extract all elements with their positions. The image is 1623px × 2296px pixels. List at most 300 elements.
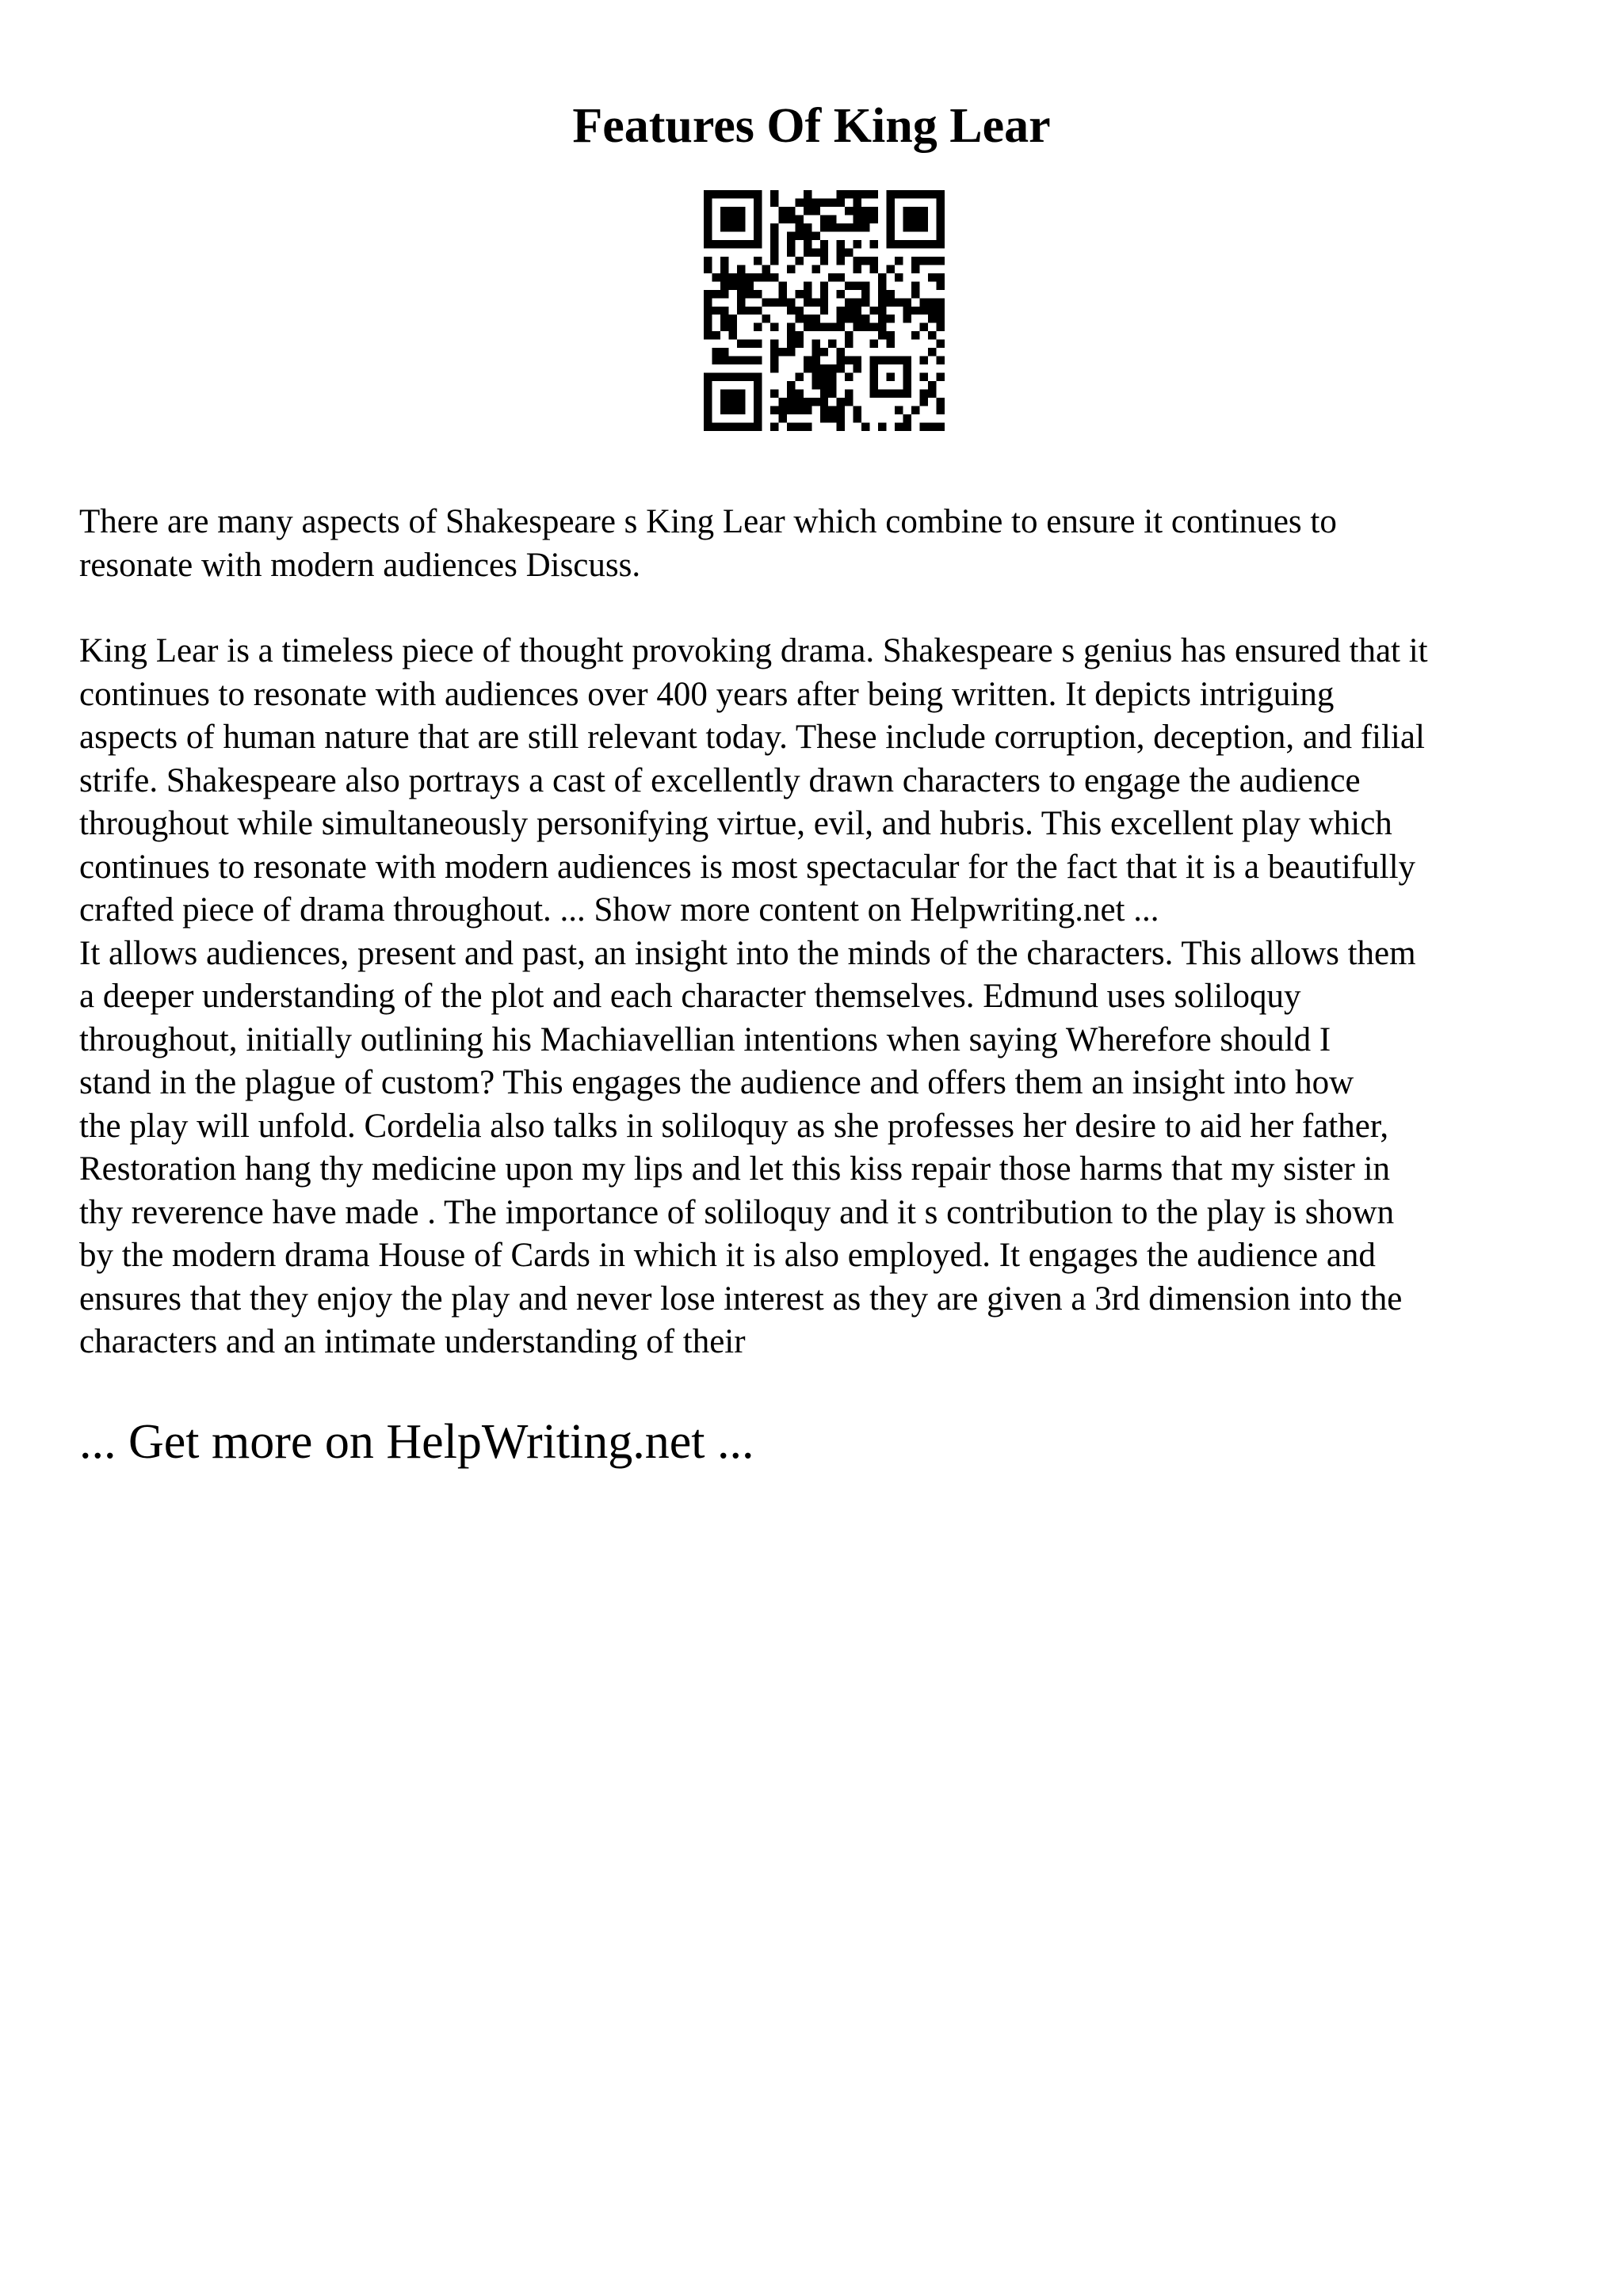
qr-module: [911, 307, 919, 315]
qr-module: [812, 265, 819, 273]
qr-module: [828, 215, 836, 223]
qr-module: [804, 357, 812, 364]
qr-module: [887, 331, 895, 339]
qr-module: [861, 323, 869, 331]
qr-module: [820, 281, 828, 289]
qr-module: [812, 323, 819, 331]
qr-module: [812, 315, 819, 322]
qr-module: [787, 207, 795, 215]
qr-module: [795, 406, 803, 414]
qr-module: [911, 331, 919, 339]
qr-module: [720, 290, 728, 298]
qr-module: [770, 323, 778, 331]
qr-module: [854, 406, 861, 414]
qr-module: [787, 307, 795, 315]
qr-module: [895, 257, 903, 265]
qr-module: [903, 307, 911, 315]
body-line: aspects of human nature that are still relevant today. These include corruption, deception, and filial: [79, 719, 1425, 756]
qr-module: [795, 290, 803, 298]
qr-module: [704, 257, 712, 265]
qr-module: [704, 331, 712, 339]
qr-module: [812, 207, 819, 215]
qr-module: [895, 273, 903, 281]
qr-module: [854, 414, 861, 422]
qr-module: [861, 207, 869, 215]
qr-module: [728, 323, 736, 331]
qr-module: [937, 281, 945, 289]
qr-module: [845, 390, 853, 398]
qr-module: [837, 406, 845, 414]
qr-module: [795, 198, 803, 206]
qr-module: [870, 307, 878, 315]
qr-module: [854, 223, 861, 231]
qr-module: [820, 223, 828, 231]
qr-module: [720, 265, 728, 273]
body-line: It allows audiences, present and past, an insight into the minds of the characters. This allows them: [79, 934, 1416, 972]
qr-module: [770, 198, 778, 206]
body-line: throughout while simultaneously personifying virtue, evil, and hubris. This excellent play which: [79, 805, 1392, 842]
qr-module: [745, 273, 753, 281]
qr-module: [828, 340, 836, 348]
qr-module: [837, 190, 845, 198]
qr-module: [804, 423, 812, 431]
qr-module: [787, 248, 795, 256]
qr-module: [937, 298, 945, 306]
paragraph-gap: [79, 587, 1569, 630]
qr-module: [795, 231, 803, 239]
qr-module: [820, 381, 828, 389]
get-more-link[interactable]: ... Get more on HelpWriting.net ...: [79, 1415, 754, 1469]
qr-module: [837, 423, 845, 431]
body-line: by the modern drama House of Cards in which it is also employed. It engages the audience and: [79, 1237, 1376, 1274]
qr-align-core: [887, 373, 895, 381]
qr-module: [787, 340, 795, 348]
qr-module: [778, 398, 786, 406]
qr-module: [762, 273, 769, 281]
qr-module: [787, 298, 795, 306]
qr-module: [878, 290, 886, 298]
qr-module: [854, 364, 861, 372]
qr-module: [728, 331, 736, 339]
qr-module: [745, 281, 753, 289]
qr-module: [820, 290, 828, 298]
qr-module: [845, 298, 853, 306]
qr-module: [828, 273, 836, 281]
qr-module: [787, 331, 795, 339]
qr-module: [878, 323, 886, 331]
qr-module: [937, 357, 945, 364]
qr-module: [737, 281, 745, 289]
qr-module: [920, 390, 928, 398]
qr-module: [820, 364, 828, 372]
qr-module: [861, 223, 869, 231]
qr-module: [820, 257, 828, 265]
qr-module: [795, 307, 803, 315]
qr-module: [920, 357, 928, 364]
qr-module: [928, 315, 936, 322]
qr-module: [720, 323, 728, 331]
qr-module: [837, 315, 845, 322]
qr-module: [870, 257, 878, 265]
qr-module: [737, 290, 745, 298]
qr-module: [787, 398, 795, 406]
qr-module: [804, 248, 812, 256]
qr-module: [828, 198, 836, 206]
qr-module: [845, 307, 853, 315]
qr-module: [787, 323, 795, 331]
qr-module: [861, 190, 869, 198]
qr-module: [937, 373, 945, 381]
qr-module: [770, 340, 778, 348]
qr-module: [704, 265, 712, 273]
qr-module: [820, 323, 828, 331]
qr-module: [928, 307, 936, 315]
qr-module: [937, 406, 945, 414]
qr-module: [804, 398, 812, 406]
qr-module: [845, 281, 853, 289]
qr-module: [854, 215, 861, 223]
essay-body: [79, 501, 1569, 1364]
qr-module: [828, 223, 836, 231]
qr-module: [870, 240, 878, 248]
qr-module: [704, 315, 712, 322]
qr-module: [804, 207, 812, 215]
qr-module: [787, 215, 795, 223]
qr-module: [754, 340, 762, 348]
qr-module: [828, 323, 836, 331]
qr-module: [937, 398, 945, 406]
qr-module: [845, 207, 853, 215]
qr-module: [795, 257, 803, 265]
qr-module: [778, 215, 786, 223]
qr-module: [754, 307, 762, 315]
qr-module: [911, 281, 919, 289]
qr-module: [911, 265, 919, 273]
qr-module: [911, 257, 919, 265]
qr-finder-core: [720, 390, 745, 414]
qr-module: [787, 390, 795, 398]
qr-module: [712, 348, 720, 356]
qr-module: [920, 307, 928, 315]
qr-module: [828, 364, 836, 372]
qr-module: [837, 307, 845, 315]
qr-module: [887, 290, 895, 298]
qr-module: [737, 265, 745, 273]
qr-module: [837, 248, 845, 256]
qr-module: [928, 273, 936, 281]
qr-module: [861, 298, 869, 306]
qr-module: [795, 373, 803, 381]
qr-module: [737, 307, 745, 315]
body-line: characters and an intimate understanding of their: [79, 1323, 746, 1360]
qr-module: [903, 423, 911, 431]
qr-module: [770, 273, 778, 281]
qr-module: [878, 307, 886, 315]
qr-module: [812, 364, 819, 372]
body-line: a deeper understanding of the plot and each character themselves. Edmund uses soliloquy: [79, 978, 1301, 1015]
qr-module: [820, 406, 828, 414]
qr-module: [820, 414, 828, 422]
body-line: King Lear is a timeless piece of thought provoking drama. Shakespeare s genius has ensured that it: [79, 632, 1428, 669]
qr-module: [937, 323, 945, 331]
qr-module: [754, 290, 762, 298]
qr-module: [787, 231, 795, 239]
qr-module: [787, 406, 795, 414]
qr-module: [728, 315, 736, 322]
qr-module: [712, 331, 720, 339]
qr-module: [728, 281, 736, 289]
body-line: Restoration hang thy medicine upon my lips and let this kiss repair those harms that my sister in: [79, 1150, 1391, 1188]
qr-module: [911, 406, 919, 414]
qr-module: [861, 281, 869, 289]
qr-code-icon: [704, 190, 945, 431]
qr-module: [737, 273, 745, 281]
qr-module: [812, 348, 819, 356]
body-line: the play will unfold. Cordelia also talks in soliloquy as she professes her desire to aid her father,: [79, 1107, 1389, 1145]
qr-module: [854, 240, 861, 248]
qr-module: [928, 331, 936, 339]
qr-module: [804, 281, 812, 289]
qr-module: [795, 223, 803, 231]
qr-module: [795, 315, 803, 322]
qr-module: [837, 223, 845, 231]
qr-module: [745, 357, 753, 364]
qr-module: [937, 257, 945, 265]
qr-module: [745, 340, 753, 348]
qr-module: [720, 257, 728, 265]
qr-module: [770, 257, 778, 265]
qr-module: [854, 207, 861, 215]
qr-module: [845, 398, 853, 406]
qr-module: [762, 265, 769, 273]
qr-module: [820, 390, 828, 398]
body-line: thy reverence have made . The importance of soliloquy and it s contribution to the play is shown: [79, 1193, 1395, 1231]
qr-module: [778, 207, 786, 215]
qr-module: [804, 298, 812, 306]
qr-module: [804, 406, 812, 414]
qr-module: [837, 240, 845, 248]
qr-module: [820, 398, 828, 406]
qr-module: [837, 323, 845, 331]
qr-module: [712, 307, 720, 315]
qr-module: [870, 323, 878, 331]
qr-module: [854, 298, 861, 306]
qr-module: [762, 298, 769, 306]
qr-module: [878, 331, 886, 339]
qr-module: [837, 273, 845, 281]
qr-module: [845, 190, 853, 198]
qr-module: [770, 190, 778, 198]
qr-module: [928, 381, 936, 389]
qr-module: [878, 281, 886, 289]
qr-module: [903, 298, 911, 306]
qr-module: [778, 298, 786, 306]
qr-module: [728, 357, 736, 364]
qr-module: [845, 315, 853, 322]
body-line: crafted piece of drama throughout. ... Show more content on Helpwriting.net ...: [79, 891, 1159, 929]
qr-module: [812, 298, 819, 306]
qr-module: [920, 373, 928, 381]
qr-module: [887, 265, 895, 273]
qr-module: [845, 223, 853, 231]
qr-module: [712, 273, 720, 281]
qr-module: [795, 423, 803, 431]
qr-module: [928, 423, 936, 431]
qr-module: [937, 340, 945, 348]
qr-module: [837, 257, 845, 265]
qr-module: [920, 423, 928, 431]
qr-module: [837, 348, 845, 356]
qr-module: [745, 307, 753, 315]
qr-module: [854, 281, 861, 289]
qr-module: [861, 215, 869, 223]
qr-module: [795, 340, 803, 348]
qr-module: [754, 273, 762, 281]
qr-module: [778, 414, 786, 422]
qr-module: [870, 190, 878, 198]
qr-module: [770, 298, 778, 306]
qr-module: [845, 340, 853, 348]
qr-module: [828, 414, 836, 422]
qr-module: [720, 307, 728, 315]
qr-module: [720, 348, 728, 356]
qr-module: [903, 315, 911, 322]
qr-module: [854, 265, 861, 273]
qr-finder-core: [720, 207, 745, 231]
qr-module: [787, 423, 795, 431]
qr-module: [828, 373, 836, 381]
qr-module: [770, 390, 778, 398]
qr-module: [770, 223, 778, 231]
qr-module: [854, 307, 861, 315]
qr-module: [712, 357, 720, 364]
document-title: Features Of King Lear: [572, 99, 1051, 153]
qr-module: [770, 406, 778, 414]
qr-finder-core: [903, 207, 928, 231]
qr-module: [854, 257, 861, 265]
qr-module: [854, 357, 861, 364]
qr-module: [795, 215, 803, 223]
qr-module: [795, 390, 803, 398]
qr-module: [804, 315, 812, 322]
qr-module: [845, 331, 853, 339]
qr-module: [887, 298, 895, 306]
qr-module: [770, 348, 778, 356]
qr-module: [778, 290, 786, 298]
body-line: continues to resonate with audiences over 400 years after being written. It depicts intriguing: [79, 675, 1335, 713]
qr-module: [870, 265, 878, 273]
qr-module: [903, 414, 911, 422]
qr-module: [828, 390, 836, 398]
qr-module: [804, 231, 812, 239]
qr-module: [787, 240, 795, 248]
qr-module: [837, 357, 845, 364]
qr-module: [804, 290, 812, 298]
qr-module: [778, 406, 786, 414]
qr-module: [720, 315, 728, 322]
qr-module: [878, 423, 886, 431]
qr-module: [937, 423, 945, 431]
qr-module: [920, 257, 928, 265]
qr-module: [720, 357, 728, 364]
qr-module: [737, 357, 745, 364]
qr-module: [928, 348, 936, 356]
qr-module: [754, 257, 762, 265]
qr-module: [812, 248, 819, 256]
qr-module: [870, 207, 878, 215]
qr-module: [820, 240, 828, 248]
qr-module: [854, 315, 861, 322]
qr-module: [870, 340, 878, 348]
qr-module: [787, 381, 795, 389]
qr-module: [754, 323, 762, 331]
body-line: stand in the plague of custom? This engages the audience and offers them an insight into how: [79, 1064, 1354, 1101]
qr-module: [920, 323, 928, 331]
qr-module: [778, 281, 786, 289]
qr-module: [820, 307, 828, 315]
qr-module: [878, 315, 886, 322]
qr-module: [812, 198, 819, 206]
qr-module: [937, 307, 945, 315]
intro-line: There are many aspects of Shakespeare s King Lear which combine to ensure it continues to: [79, 503, 1337, 540]
qr-module: [861, 257, 869, 265]
qr-module: [728, 273, 736, 281]
qr-module: [820, 373, 828, 381]
qr-module: [820, 198, 828, 206]
qr-module: [804, 198, 812, 206]
qr-module: [820, 248, 828, 256]
qr-module: [770, 240, 778, 248]
qr-module: [895, 423, 903, 431]
qr-module: [887, 315, 895, 322]
qr-module: [770, 364, 778, 372]
body-line: continues to resonate with modern audiences is most spectacular for the fact that it is a beautifully: [79, 848, 1416, 886]
qr-module: [837, 398, 845, 406]
qr-module: [795, 331, 803, 339]
qr-module: [795, 398, 803, 406]
qr-module: [895, 298, 903, 306]
qr-module: [804, 223, 812, 231]
qr-module: [861, 423, 869, 431]
qr-module: [911, 290, 919, 298]
qr-module: [704, 323, 712, 331]
qr-module: [812, 357, 819, 364]
qr-module: [845, 357, 853, 364]
qr-module: [837, 414, 845, 422]
qr-module: [854, 198, 861, 206]
qr-module: [762, 315, 769, 322]
qr-module: [812, 381, 819, 389]
qr-module: [712, 290, 720, 298]
qr-module: [720, 273, 728, 281]
qr-module: [704, 298, 712, 306]
qr-module: [828, 406, 836, 414]
qr-module: [770, 357, 778, 364]
qr-module: [928, 298, 936, 306]
qr-module: [787, 348, 795, 356]
qr-module: [804, 240, 812, 248]
qr-module: [837, 364, 845, 372]
qr-module: [812, 398, 819, 406]
qr-module: [937, 315, 945, 322]
qr-module: [745, 290, 753, 298]
qr-module: [861, 290, 869, 298]
qr-module: [854, 323, 861, 331]
qr-module: [737, 298, 745, 306]
qr-module: [895, 406, 903, 414]
qr-module: [845, 248, 853, 256]
qr-module: [754, 357, 762, 364]
